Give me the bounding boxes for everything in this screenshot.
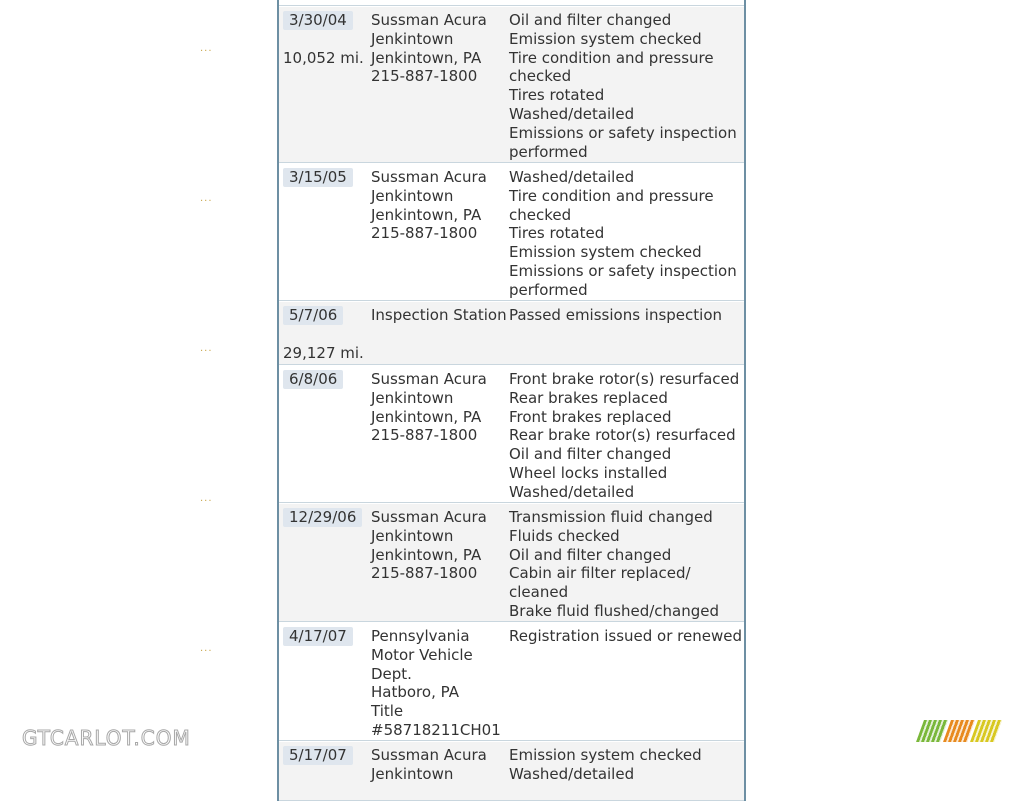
row-marker: ... bbox=[200, 343, 213, 354]
date-cell bbox=[279, 168, 371, 298]
comment-line: Emission system checked bbox=[509, 243, 702, 262]
date-cell bbox=[279, 627, 371, 738]
comment-line: Emission system checked bbox=[509, 746, 702, 764]
date-cell bbox=[279, 370, 371, 500]
date-cell bbox=[279, 508, 371, 619]
logo-stripe-yellow bbox=[970, 720, 1002, 742]
date-cell bbox=[279, 0, 371, 3]
comment-line: Tires rotated bbox=[509, 224, 605, 243]
source-line: 215-887-1800 bbox=[371, 426, 478, 445]
table-row bbox=[279, 741, 744, 801]
source-line: Jenkintown bbox=[371, 388, 454, 407]
comments-cell bbox=[509, 0, 744, 3]
source-cell bbox=[371, 627, 509, 738]
comment-line: Passed emissions inspection bbox=[509, 306, 723, 324]
mileage-value: 10,052 mi. bbox=[283, 48, 364, 67]
source-line: Sussman Acura bbox=[371, 11, 487, 29]
date-cell bbox=[279, 11, 371, 160]
watermark-logo-text: GTCARLOT.COM bbox=[22, 726, 191, 750]
table-row bbox=[279, 6, 744, 163]
table-row bbox=[279, 163, 744, 301]
source-cell bbox=[371, 746, 509, 798]
source-line: Sussman Acura bbox=[371, 168, 487, 186]
comment-line: Washed/detailed bbox=[509, 482, 635, 501]
date-badge: 5/17/07 bbox=[283, 746, 353, 765]
source-line: Motor Vehicle bbox=[371, 645, 473, 664]
row-marker: ... bbox=[200, 43, 213, 54]
date-badge: 6/8/06 bbox=[283, 370, 343, 389]
comment-line: checked bbox=[509, 205, 572, 224]
source-line: Sussman Acura bbox=[371, 370, 487, 388]
source-line: Jenkintown, PA bbox=[371, 407, 482, 426]
comments-cell bbox=[509, 370, 744, 500]
vehicle-history-table bbox=[277, 0, 746, 801]
comment-line: Oil and filter changed bbox=[509, 11, 672, 29]
date-badge: 3/15/05 bbox=[283, 168, 353, 187]
source-line: 215-887-1800 bbox=[371, 564, 478, 583]
table-row bbox=[279, 365, 744, 503]
source-line: 215-887-1800 bbox=[371, 67, 478, 86]
row-marker: ... bbox=[200, 193, 213, 204]
date-cell bbox=[279, 306, 371, 362]
table-row bbox=[279, 301, 744, 365]
source-line: Jenkintown, PA bbox=[371, 48, 482, 67]
source-cell bbox=[371, 508, 509, 619]
comment-line: Transmission fluid changed bbox=[509, 508, 713, 526]
source-cell bbox=[371, 11, 509, 160]
comment-line: performed bbox=[509, 142, 588, 161]
striped-brand-logo-icon bbox=[920, 720, 998, 742]
comment-line: Front brake rotor(s) resurfaced bbox=[509, 370, 740, 388]
comment-line: Tires rotated bbox=[509, 86, 605, 105]
source-line: Jenkintown, PA bbox=[371, 545, 482, 564]
source-line: Dept. bbox=[371, 664, 412, 683]
source-line: 215-887-1800 bbox=[371, 224, 478, 243]
comment-line: Washed/detailed bbox=[509, 168, 635, 186]
source-line: Jenkintown, PA bbox=[371, 205, 482, 224]
date-badge: 5/7/06 bbox=[283, 306, 343, 325]
row-marker: ... bbox=[200, 643, 213, 654]
comments-cell bbox=[509, 168, 744, 298]
date-badge: 3/30/04 bbox=[283, 11, 353, 30]
comment-line: Registration issued or renewed bbox=[509, 627, 742, 645]
comments-cell bbox=[509, 508, 744, 619]
source-line: Jenkintown bbox=[371, 186, 454, 205]
comments-cell bbox=[509, 627, 746, 738]
comment-line: Emission system checked bbox=[509, 29, 702, 48]
comment-line: Fluids checked bbox=[509, 526, 620, 545]
source-line: Sussman Acura bbox=[371, 508, 487, 526]
source-line: Jenkintown bbox=[371, 29, 454, 48]
source-line: Sussman Acura bbox=[371, 746, 487, 764]
comment-line: cleaned bbox=[509, 583, 569, 602]
date-badge: 12/29/06 bbox=[283, 508, 362, 527]
table-row bbox=[279, 503, 744, 622]
comment-line: checked bbox=[509, 67, 572, 86]
comment-line: Washed/detailed bbox=[509, 764, 635, 783]
table-row bbox=[279, 622, 744, 741]
comment-line: performed bbox=[509, 280, 588, 299]
comment-line: Brake fluid flushed/changed bbox=[509, 601, 720, 620]
comment-line: Oil and filter changed bbox=[509, 545, 672, 564]
comment-line: Wheel locks installed bbox=[509, 463, 668, 482]
date-badge: 4/17/07 bbox=[283, 627, 353, 646]
source-line: Pennsylvania bbox=[371, 627, 470, 645]
mileage-value: 29,127 mi. bbox=[283, 343, 364, 362]
source-line: Jenkintown bbox=[371, 526, 454, 545]
source-cell bbox=[371, 0, 509, 3]
source-line: Jenkintown bbox=[371, 764, 454, 783]
comments-cell bbox=[509, 306, 744, 362]
comment-line: Emissions or safety inspection bbox=[509, 123, 737, 142]
comments-cell bbox=[509, 11, 744, 160]
comment-line: Rear brake rotor(s) resurfaced bbox=[509, 426, 736, 445]
comment-line: Cabin air filter replaced/ bbox=[509, 564, 691, 583]
comment-line: Tire condition and pressure bbox=[509, 186, 714, 205]
row-marker: ... bbox=[200, 493, 213, 504]
date-cell bbox=[279, 746, 371, 798]
comment-line: Oil and filter changed bbox=[509, 445, 672, 464]
comment-line: Tire condition and pressure bbox=[509, 48, 714, 67]
source-line: Title bbox=[371, 702, 404, 721]
source-line: Hatboro, PA bbox=[371, 683, 459, 702]
comments-cell bbox=[509, 746, 744, 798]
comment-line: Rear brakes replaced bbox=[509, 388, 668, 407]
comment-line: Washed/detailed bbox=[509, 104, 635, 123]
source-cell bbox=[371, 370, 509, 500]
comment-line: Emissions or safety inspection bbox=[509, 261, 737, 280]
source-line: Inspection Station bbox=[371, 306, 507, 324]
comment-line: Front brakes replaced bbox=[509, 407, 672, 426]
source-cell bbox=[371, 168, 509, 298]
source-cell bbox=[371, 306, 509, 362]
source-line: #58718211CH01 bbox=[371, 720, 501, 739]
